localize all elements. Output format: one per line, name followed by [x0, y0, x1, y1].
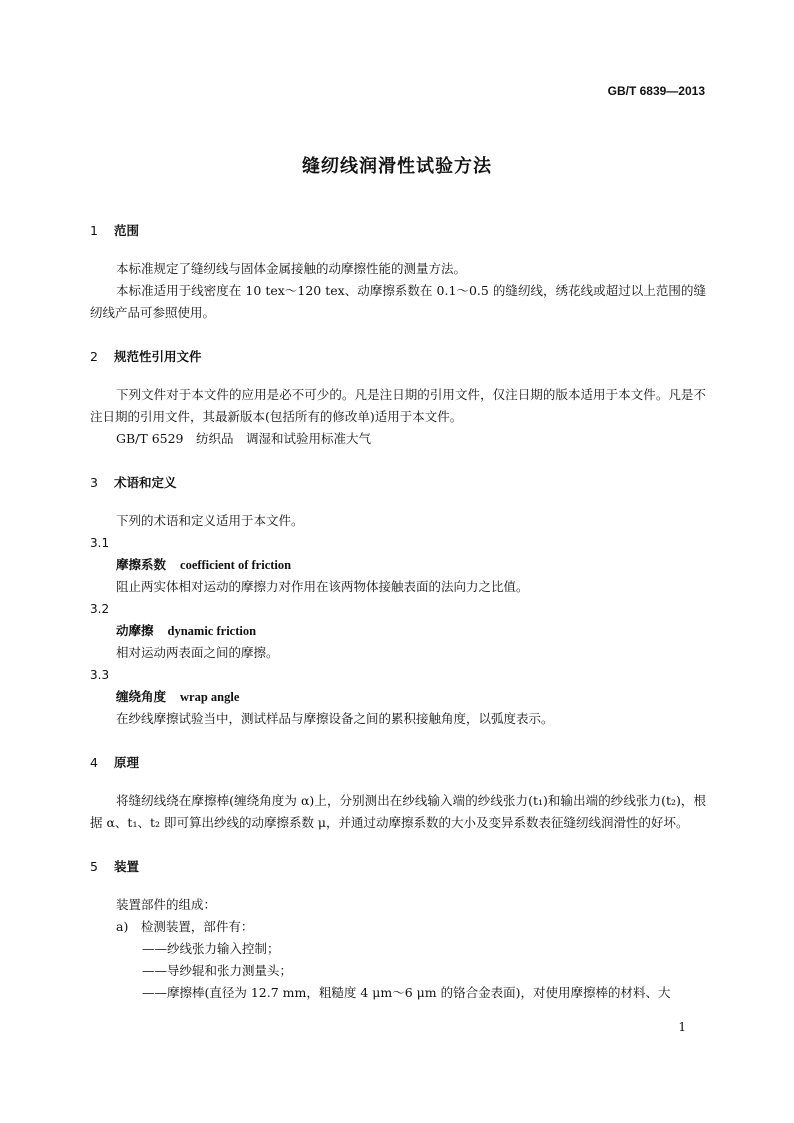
term-number: 3.2	[90, 602, 110, 616]
normative-reference: GB/T 6529 纺织品 调湿和试验用标准大气	[116, 431, 372, 446]
dash-item: ——纱线张力输入控制；	[142, 941, 280, 956]
section-2-heading	[90, 346, 706, 368]
section-2-paragraph-1: 下列文件对于本文件的应用是必不可少的。凡是注日期的引用文件，仅注日期的版本适用于本文件。凡是不注日期的引用文件，其最新版本(包括所有的修改单)适用于本文件。	[90, 387, 706, 424]
term-en: dynamic friction	[167, 624, 257, 638]
standard-code: GB/T 6839—2013	[607, 84, 705, 98]
dash-item: ——导纱辊和张力测量头；	[142, 963, 293, 978]
section-1-paragraph-2: 本标准适用于线密度在 10 tex～120 tex、动摩擦系数在 0.1～0.5 的缝纫线，绣花线或超过以上范围的缝纫线产品可参照使用。	[90, 283, 706, 320]
section-1-heading	[90, 220, 706, 242]
term-number: 3.3	[90, 668, 110, 682]
section-number: 4	[90, 755, 98, 770]
document-body	[90, 220, 706, 1004]
term-title	[90, 620, 706, 642]
section-number: 5	[90, 859, 98, 874]
term-title	[90, 686, 706, 708]
section-title: 原理	[114, 755, 140, 770]
section-title: 范围	[114, 223, 140, 238]
section-title: 规范性引用文件	[114, 349, 202, 364]
list-item-a: a) 检测装置，部件有：	[116, 919, 254, 934]
term-definition: 在纱线摩擦试验当中，测试样品与摩擦设备之间的累积接触角度，以弧度表示。	[116, 711, 554, 726]
term-cn: 缠绕角度	[116, 689, 167, 704]
term-definition: 阻止两实体相对运动的摩擦力对作用在该两物体接触表面的法向力之比值。	[116, 579, 529, 594]
section-5-heading	[90, 856, 706, 878]
term-number: 3.1	[90, 536, 110, 550]
term-definition: 相对运动两表面之间的摩擦。	[116, 645, 279, 660]
section-number: 1	[90, 223, 98, 238]
page-number: 1	[678, 1020, 686, 1034]
section-3-intro: 下列的术语和定义适用于本文件。	[116, 513, 304, 528]
section-title: 装置	[114, 859, 140, 874]
term-title	[90, 554, 706, 576]
dash-item: ——摩擦棒(直径为 12.7 mm，粗糙度 4 μm～6 μm 的铬合金表面)，对使用摩擦棒的材料、大	[142, 985, 671, 1000]
term-cn: 摩擦系数	[116, 557, 167, 572]
section-number: 3	[90, 475, 98, 490]
term-en: wrap angle	[180, 690, 240, 704]
section-1-paragraph-1: 本标准规定了缝纫线与固体金属接触的动摩擦性能的测量方法。	[116, 261, 467, 276]
section-4-heading	[90, 752, 706, 774]
document-title: 缝纫线润滑性试验方法	[302, 156, 492, 177]
term-cn: 动摩擦	[116, 623, 154, 638]
section-number: 2	[90, 349, 98, 364]
term-en: coefficient of friction	[180, 558, 292, 572]
section-title: 术语和定义	[114, 475, 177, 490]
section-5-intro: 装置部件的组成：	[116, 897, 217, 912]
section-4-paragraph-1: 将缝纫线绕在摩擦棒(缠绕角度为 α)上，分别测出在纱线输入端的纱线张力(t₁)和输出端的纱线张力(t₂)，根据 α、t₁、t₂ 即可算出纱线的动摩擦系数 μ，并通过动摩擦系数的大小及变异系数表征缝纫线润滑性的好坏。	[90, 793, 706, 830]
section-3-heading	[90, 472, 706, 494]
